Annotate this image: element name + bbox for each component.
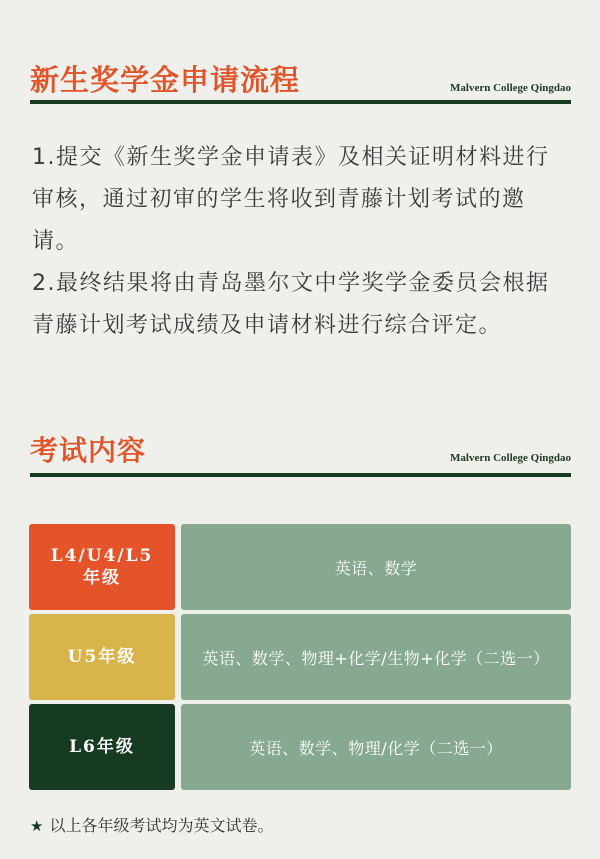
grade-cell <box>29 524 175 610</box>
exam-row <box>29 614 571 700</box>
divider-rule <box>30 100 571 104</box>
footnote-text: 以上各年级考试均为英文试卷。 <box>49 816 274 835</box>
exam-subjects: 英语、数学、物理/化学（二选一） <box>181 704 571 790</box>
section-header-application <box>30 58 571 99</box>
exam-subjects: 英语、数学 <box>181 524 571 610</box>
exam-row <box>29 524 571 610</box>
grade-label-suffix: 年级 <box>82 568 121 588</box>
school-name: Malvern College Qingdao <box>450 452 571 464</box>
exam-row <box>29 704 571 790</box>
process-step-2: 2.最终结果将由青岛墨尔文中学奖学金委员会根据青藤计划考试成绩及申请材料进行综合评定。 <box>32 271 550 338</box>
school-name: Malvern College Qingdao <box>450 82 571 94</box>
section-header-exam <box>30 429 571 469</box>
star-icon: ★ <box>30 817 44 835</box>
grade-label: U5年级 <box>67 647 137 667</box>
grade-cell <box>29 614 175 700</box>
grade-label: L6年级 <box>69 737 135 757</box>
process-step-1: 1.提交《新生奖学金申请表》及相关证明材料进行审核，通过初审的学生将收到青藤计划考试的邀请。 <box>32 145 550 254</box>
footnote <box>30 813 273 836</box>
section-title-application: 新生奖学金申请流程 <box>30 63 301 97</box>
divider-rule <box>30 473 571 477</box>
grade-label: L4/U4/L5 <box>50 546 154 566</box>
grade-cell <box>29 704 175 790</box>
exam-subjects: 英语、数学、物理+化学/生物+化学（二选一） <box>181 614 571 700</box>
section-title-exam: 考试内容 <box>30 434 147 467</box>
application-process-text <box>32 137 572 347</box>
